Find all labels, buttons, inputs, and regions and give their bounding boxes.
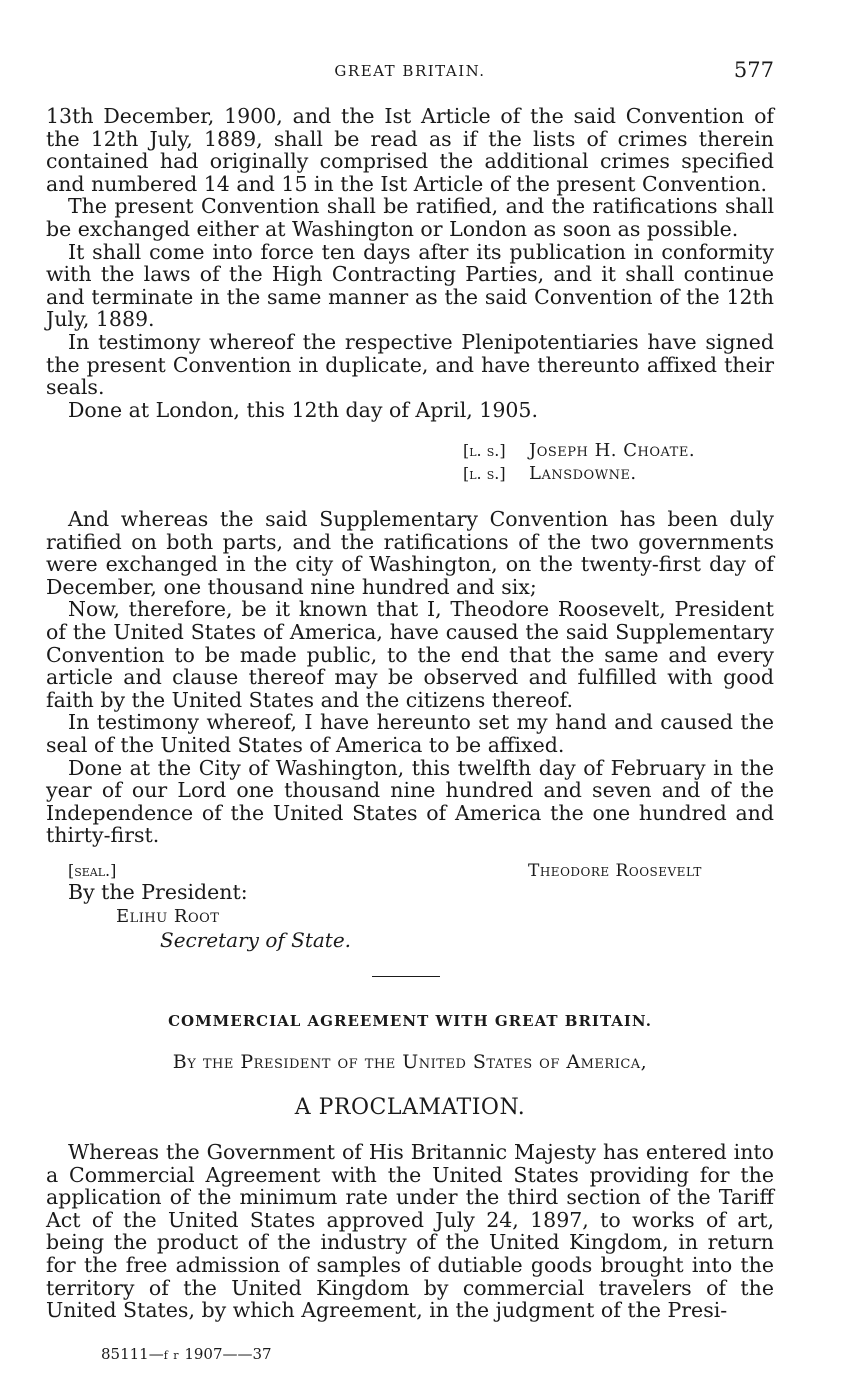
proclamation-text bbox=[46, 1141, 774, 1322]
ratification-text bbox=[46, 508, 774, 847]
paragraph: Done at London, this 12th day of April, 1905. bbox=[68, 397, 538, 422]
signature-lansdowne bbox=[463, 463, 637, 485]
section-byline: By the President of the United States of America, bbox=[172, 1051, 648, 1073]
running-title: GREAT BRITAIN. bbox=[334, 62, 486, 80]
signatory-name: Joseph H. Choate. bbox=[529, 440, 696, 461]
paragraph: And whereas the said Supplementary Convention has been duly ratified on both parts, and the ratifications of the two governments were exchanged in the city of Washington, on the twenty-first day of December, one thousand nine hundred and six; bbox=[46, 507, 774, 599]
paragraph: In testimony whereof, I have hereunto set my hand and caused the seal of the United States of America to be affixed. bbox=[46, 710, 774, 757]
paragraph: It shall come into force ten days after its publication in conformity with the laws of the High Contracting Parties, and it shall continue and terminate in the same manner as the said Convention of the 12th July, 1889. bbox=[46, 239, 774, 332]
job-number: 85111— bbox=[101, 1345, 164, 1363]
year-signature: 1907——37 bbox=[184, 1345, 272, 1363]
fr-mark: f r bbox=[163, 1349, 180, 1362]
seal-mark: [l. s.] bbox=[463, 464, 506, 483]
running-head bbox=[46, 58, 774, 84]
paragraph: In testimony whereof the respective Plenipotentiaries have signed the present Convention in duplicate, and have thereunto affixed their seals. bbox=[46, 329, 774, 400]
section-divider bbox=[372, 976, 440, 977]
proclamation-heading: A PROCLAMATION. bbox=[294, 1095, 526, 1120]
signature-choate bbox=[463, 440, 695, 462]
printer-signature bbox=[101, 1345, 272, 1363]
by-the-president: By the President: bbox=[68, 880, 248, 904]
paragraph: 13th December, 1900, and the Ist Article of the said Convention of the 12th July, 1889, shall be read as if the lists of crimes therein contained had originally comprised the additional crimes specified and numbered 14 and 15 in the Ist Article of the present Convention. bbox=[46, 104, 774, 196]
secretary-signature: Elihu Root bbox=[116, 906, 220, 927]
signatory-name: Lansdowne. bbox=[529, 463, 637, 484]
seal-mark: [l. s.] bbox=[463, 441, 506, 460]
paragraph: Whereas the Government of His Britannic Majesty has entered into a Commercial Agreement with the United States providing for the application of the minimum rate under the third section of the Tariff Act of the United States approved July 24, 1897, to works of art, being the product of the industry of the United Kingdom, in return for the free admission of samples of dutiable goods brought into the territory of the United Kingdom by commercial travelers of the United States, by which Agreement, in the judgment of the Presi- bbox=[46, 1140, 774, 1323]
page-number: 577 bbox=[733, 58, 774, 82]
section-title: COMMERCIAL AGREEMENT WITH GREAT BRITAIN. bbox=[168, 1012, 652, 1030]
paragraph: The present Convention shall be ratified, and the ratifications shall be exchanged either at Washington or London as soon as possible. bbox=[46, 194, 774, 241]
paragraph: Done at the City of Washington, this twelfth day of February in the year of our Lord one thousand nine hundred and seven and of the Independence of the United States of America the one hundred and thirty-first. bbox=[46, 755, 774, 848]
convention-closing-text bbox=[46, 105, 774, 421]
seal-label: [seal.] bbox=[68, 861, 117, 880]
secretary-title: Secretary of State. bbox=[160, 928, 352, 952]
paragraph: Now, therefore, be it known that I, Theodore Roosevelt, President of the United States of America, have caused the said Supplementary Convention to be made public, to the end that the same and every article and clause thereof may be observed and fulfilled with good faith by the United States and the citizens thereof. bbox=[46, 597, 774, 712]
president-signature: Theodore Roosevelt bbox=[528, 861, 702, 881]
great-seal-mark bbox=[68, 860, 116, 882]
